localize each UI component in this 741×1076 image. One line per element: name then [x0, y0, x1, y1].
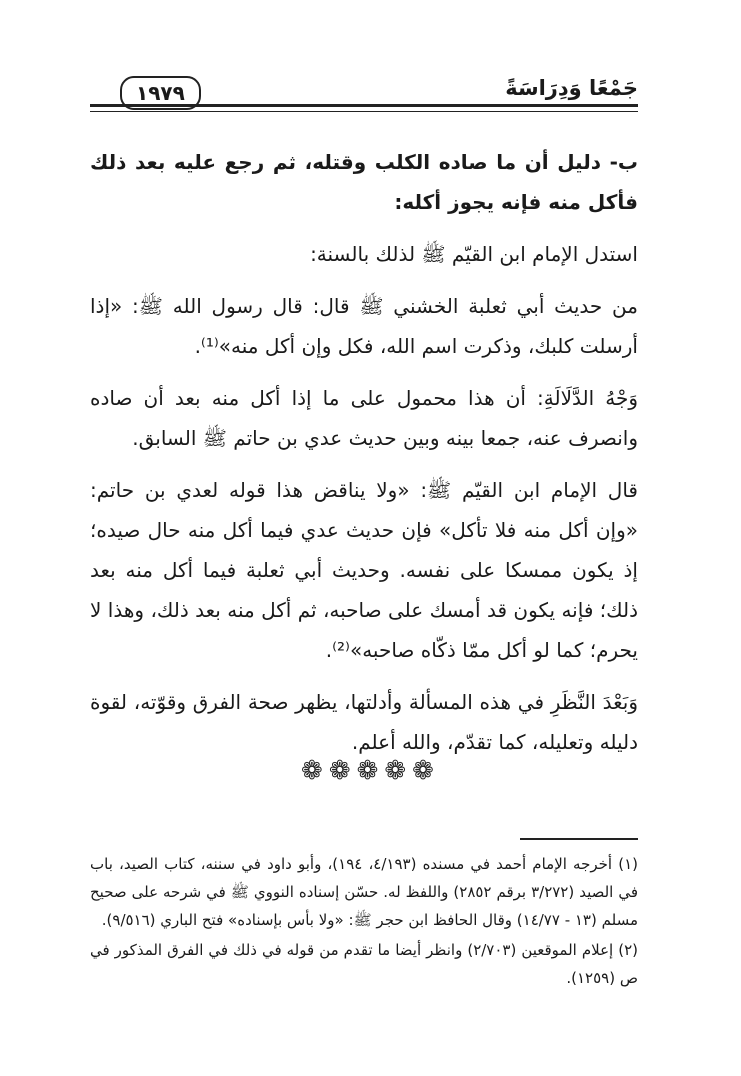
section-ornament: ❁❁❁❁❁: [301, 756, 440, 786]
header-rule-thin: [90, 111, 638, 112]
running-title: جَمْعًا وَدِرَاسَةً: [505, 76, 638, 100]
footnotes: [90, 850, 638, 994]
paragraph-1: ب- دليل أن ما صاده الكلب وقتله، ثم رجع عليه بعد ذلك فأكل منه فإنه يجوز أكله:: [90, 150, 638, 214]
paragraph-4: وَجْهُ الدَّلَالَةِ: أن هذا محمول على ما إذا أكل منه بعد أن صاده وانصرف عنه، جمعا بينه وبين حديث عدي بن حاتم ﷺ السابق.: [90, 386, 638, 450]
footnote-separator: [520, 838, 638, 840]
header-rule-thick: [90, 104, 638, 107]
paragraph-2: استدل الإمام ابن القيّم ﷺ لذلك بالسنة:: [310, 242, 638, 266]
footnote-1: (١) أخرجه الإمام أحمد في مسنده (٤/١٩٣، ١٩٤)، وأبو داود في سننه، كتاب الصيد، باب في الصيد (٣/٢٧٢ برقم ٢٨٥٢) واللفظ له. حسّن إسناده النووي ﷺ في شرحه على صحيح مسلم (١٣ - ١٤/٧٧) وقال الحافظ ابن حجر ﷺ: «ولا بأس بإسناده» فتح الباري (٩/٥١٦).: [90, 855, 638, 929]
paragraph-6: وَبَعْدَ النَّظَرِ في هذه المسألة وأدلتها، يظهر صحة الفرق وقوّته، لقوة دليله وتعليله، كما تقدّم، والله أعلم.: [90, 690, 638, 754]
main-text: [90, 142, 638, 774]
paragraph-3: من حديث أبي ثعلبة الخشني ﷺ قال: قال رسول الله ﷺ: «إذا أرسلت كلبك، وذكرت اسم الله، فكل وإن أكل منه»⁽¹⁾.: [90, 294, 638, 358]
footnote-2: (٢) إعلام الموقعين (٢/٧٠٣) وانظر أيضا ما تقدم من قوله في ذلك في الفرق المذكور في ص (١٢٥٩).: [90, 941, 638, 987]
page-header: [90, 70, 638, 120]
page-number: ١٩٧٩: [120, 76, 201, 110]
paragraph-5: قال الإمام ابن القيّم ﷺ: «ولا يناقض هذا قوله لعدي بن حاتم: «وإن أكل منه فلا تأكل» فإن حديث عدي فيما أكل منه حال صيده؛ إذ يكون ممسكا على نفسه. وحديث أبي ثعلبة فيما أكل منه بعد ذلك؛ فإنه يكون قد أمسك على صاحبه، ثم أكل منه بعد ذلك، وهذا لا يحرم؛ كما لو أكل ممّا ذكّاه صاحبه»⁽²⁾.: [90, 478, 638, 662]
